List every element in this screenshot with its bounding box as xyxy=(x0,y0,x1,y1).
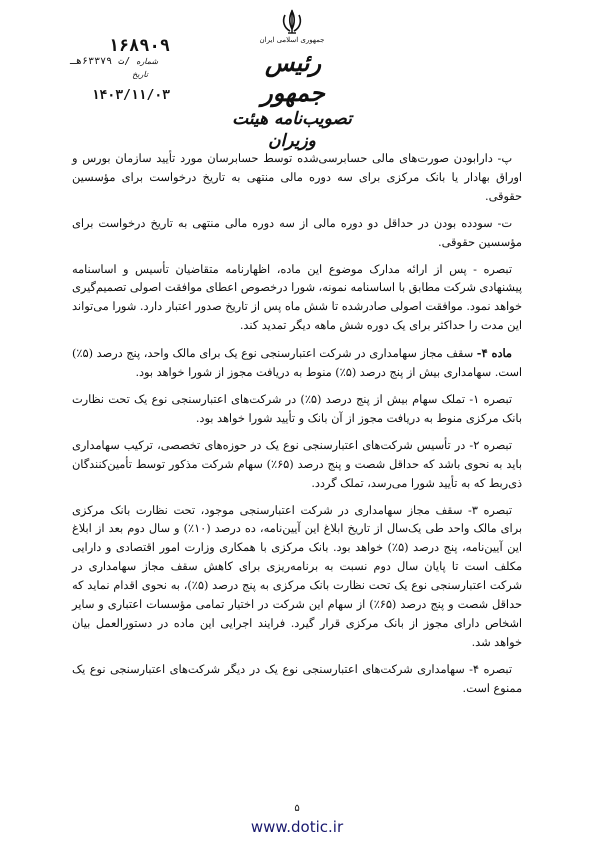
article-4-title: ماده ۴- xyxy=(476,346,512,361)
letter-date: ۱۴۰۳/۱۱/۰۳ xyxy=(91,88,170,103)
president-title: رئیس جمهور xyxy=(261,48,325,107)
note-4: تبصره ۴- سهامداری شرکت‌های اعتبارسنجی نوع یک در دیگر شرکت‌های اعتبارسنجی نوع یک ممنوع است. xyxy=(72,662,522,695)
page-number: ۵ xyxy=(294,803,300,814)
iran-emblem-icon xyxy=(279,8,305,36)
government-line: جمهوری اسلامی ایران xyxy=(259,36,325,44)
article-4-text: سقف مجاز سهامداری در شرکت اعتبارسنجی نوع یک برای مالک واحد، پنج درصد (۵٪) است. سهامداری بیش از پنج درصد (۵٪) منوط به دریافت مجوز از شورا خواهد بود. xyxy=(72,347,522,380)
note-1: تبصره ۱- تملک سهام بیش از پنج درصد (۵٪) در شرکت‌های اعتبارسنجی نوع یک تحت نظارت بانک مرکزی منوط به دریافت مجوز از آن بانک و تأیید شورا خواهد بود. xyxy=(72,392,522,425)
letter-number: ۱۶۸۹۰۹ xyxy=(108,36,170,56)
note-3: تبصره ۳- سقف مجاز سهامداری در شرکت اعتبارسنجی موجود، تحت نظارت بانک مرکزی برای مالک واحد طی یک‌سال از تاریخ ابلاغ این آیین‌نامه، ده درصد (۱۰٪) و سال دوم بعد از ابلاغ این آیین‌نامه، پنج درصد (۵٪) خواهد بود. بانک مرکزی با همکاری وزارت امور اقتصادی و دارایی مکلف است تا پایان سال دوم نسبت به برنامه‌ریزی برای کاهش سقف مجاز سهامداری در شرکت اعتبارسنجی نوع یک تحت نظارت بانک مرکزی به پنج درصد (۵٪)، به نحوی اقدام نماید که حداقل شصت و پنج درصد (۶۵٪) از سهام این شرکت در اختیار تمامی مؤسسات اعتباری و سایر اشخاص دارای مجوز از بانک مرکزی قرار گیرد. فرایند اجرایی این ماده در دستورالعمل بیان خواهد شد. xyxy=(72,503,523,649)
footer-website: www.dotic.ir xyxy=(250,818,344,836)
article-4 xyxy=(72,344,522,383)
clause-p: پ- دارابودن صورت‌های مالی حسابرسی‌شده توسط حسابرسان مورد تأیید سازمان بورس و اوراق بهادار یا بانک مرکزی برای سه دوره مالی منتهی به تاریخ درخواست برای مؤسسین حقوقی. xyxy=(72,152,522,203)
letter-date-row xyxy=(92,88,170,103)
note-paragraph: تبصره - پس از ارائه مدارک موضوع این ماده، اظهارنامه متقاضیان تأسیس و اساسنامه پیشنهادی شرکت مطابق با اساسنامه نمونه، شورا درخصوص اعطای موافقت اصولی تصمیم‌گیری خواهد نمود. موافقت اصولی صادرشده تا شش ماه پس از تاریخ صدور اعتبار دارد. شورا می‌تواند این مدت را حداکثر برای یک دوره شش ماهه دیگر تمدید کند. xyxy=(72,262,522,333)
letter-reference xyxy=(70,56,158,67)
cabinet-resolution-title: تصویب‌نامه هیئت وزیران xyxy=(232,109,352,151)
document-body xyxy=(72,150,522,707)
number-label: شماره xyxy=(136,57,159,66)
note-2: تبصره ۲- در تأسیس شرکت‌های اعتبارسنجی نوع یک در حوزه‌های تخصصی، ترکیب سهامداری باید به نحوی باشد که حداقل شصت و پنج درصد (۶۵٪) سهام شرکت مذکور توسط تأمین‌کنندگان ذی‌ربط که به تأیید شورا می‌رسد، تملک گردد. xyxy=(72,438,522,490)
clause-t: ت- سودده بودن در حداقل دو دوره مالی از سه دوره مالی منتهی به تاریخ درخواست برای مؤسسین حقوقی. xyxy=(72,216,522,249)
letter-number-row xyxy=(109,36,170,56)
date-label: تاریخ xyxy=(132,70,148,79)
reference-code: /ت ۶۳۳۷۹هـ xyxy=(70,56,131,67)
